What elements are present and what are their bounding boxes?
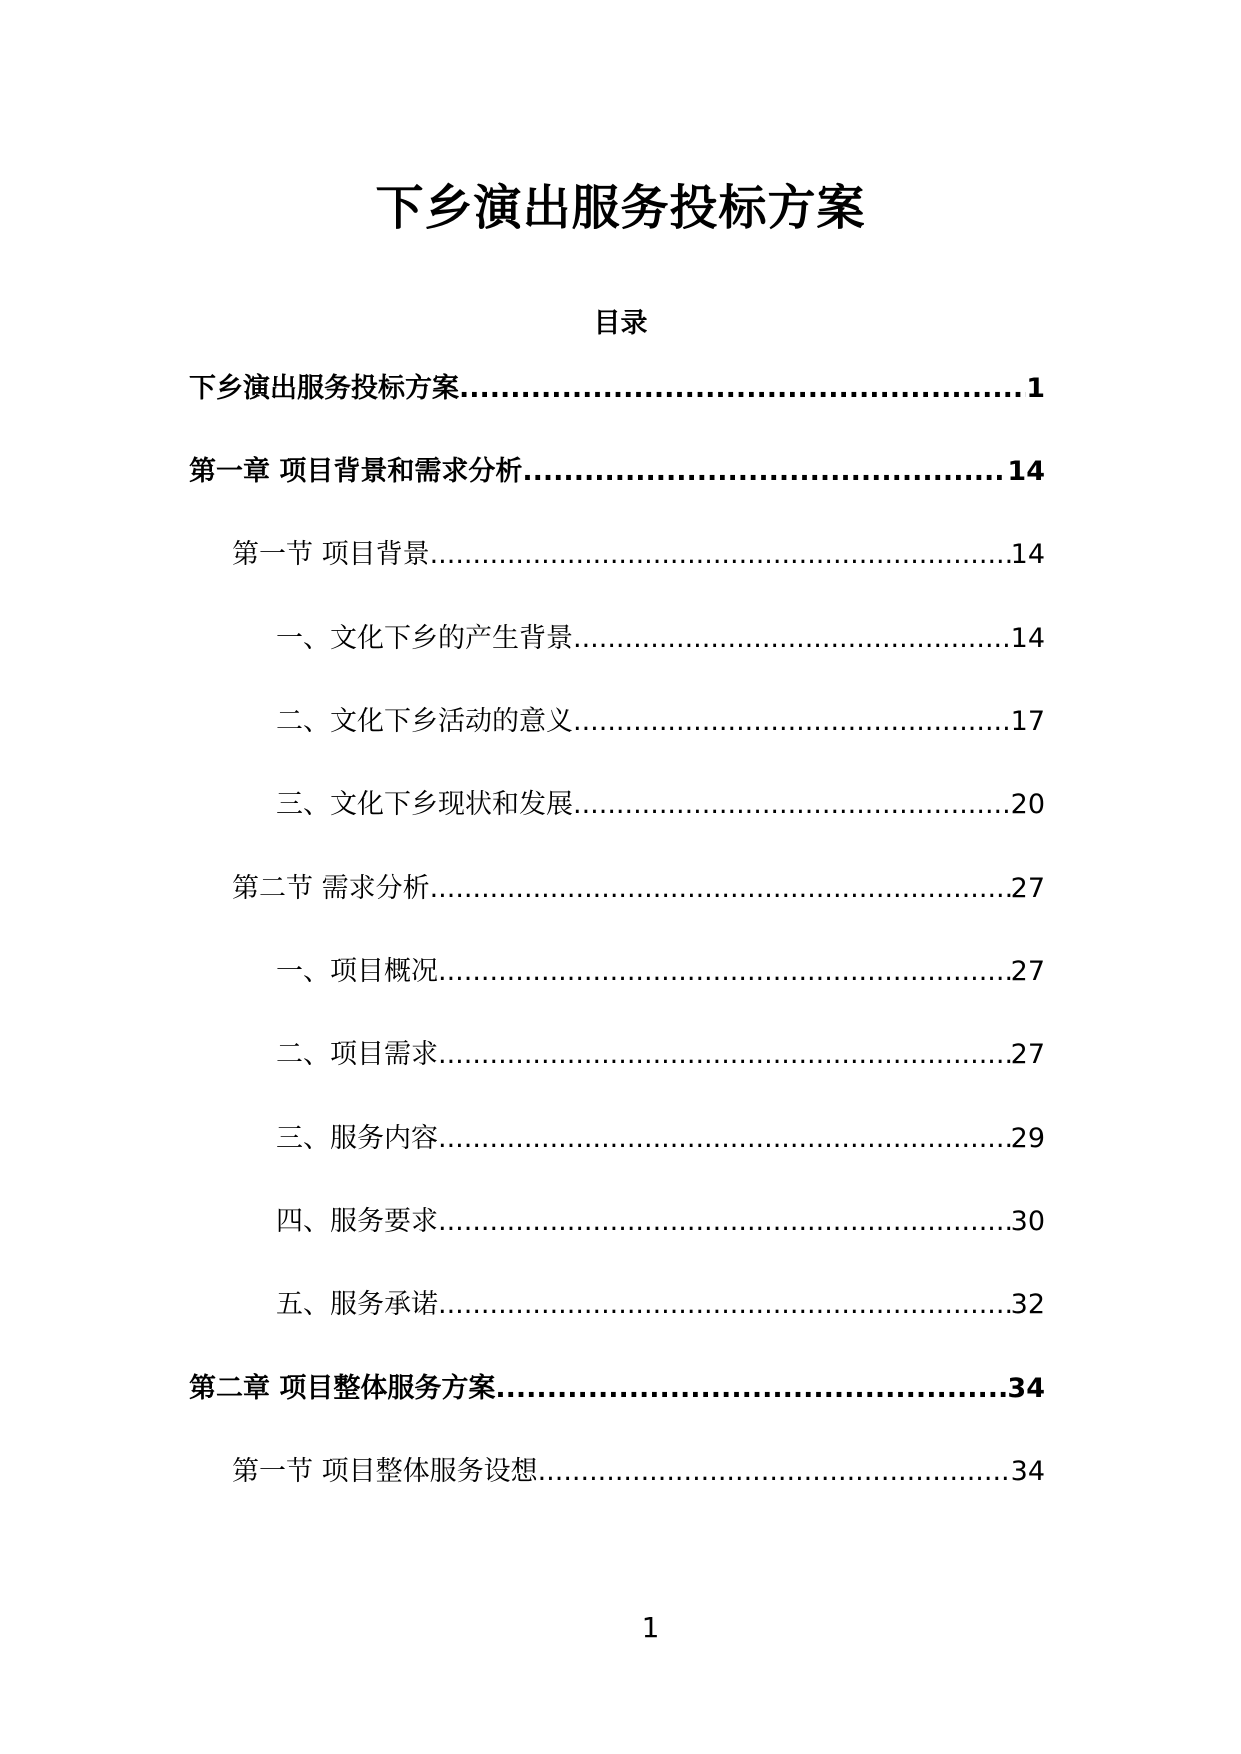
toc-entry[interactable]	[232, 1452, 1045, 1492]
toc-entry-page: 30	[1010, 1206, 1045, 1237]
toc-dot-leader	[459, 369, 1026, 409]
toc-entry[interactable]	[232, 535, 1045, 575]
toc-entry-page: 14	[1010, 539, 1045, 570]
toc-entry-label: 二、项目需求	[276, 1039, 438, 1070]
toc-entry[interactable]	[276, 1202, 1045, 1242]
toc-dot-leader	[495, 1369, 1007, 1409]
toc-dot-leader	[573, 619, 1011, 659]
toc-dot-leader	[573, 785, 1011, 825]
toc-entry-label: 第一节 项目整体服务设想	[232, 1456, 538, 1487]
toc-dot-leader	[438, 1035, 1011, 1075]
toc-dot-leader	[438, 1119, 1011, 1159]
toc-entry-label: 第二节 需求分析	[232, 873, 430, 904]
toc-entry[interactable]	[276, 785, 1045, 825]
toc-entry-page: 27	[1010, 956, 1045, 987]
toc-entry-label: 下乡演出服务投标方案	[189, 373, 459, 404]
toc-entry[interactable]	[276, 702, 1045, 742]
toc-entry[interactable]	[189, 1369, 1045, 1409]
toc-dot-leader	[438, 1285, 1011, 1325]
toc-entry[interactable]	[189, 452, 1045, 492]
document-title: 下乡演出服务投标方案	[375, 180, 866, 236]
toc-heading: 目录	[593, 308, 648, 339]
page-number: 1	[641, 1611, 660, 1644]
toc-entry[interactable]	[276, 1285, 1045, 1325]
toc-dot-leader	[438, 952, 1011, 992]
toc-entry-label: 四、服务要求	[276, 1206, 438, 1237]
toc-entry-label: 第一章 项目背景和需求分析	[189, 456, 523, 487]
toc-entry[interactable]	[276, 1119, 1045, 1159]
toc-entry-page: 34	[1007, 1373, 1045, 1404]
toc-entry-label: 三、文化下乡现状和发展	[276, 789, 573, 820]
toc-entry[interactable]	[276, 619, 1045, 659]
toc-entry-label: 第一节 项目背景	[232, 539, 430, 570]
toc-dot-leader	[430, 535, 1011, 575]
toc-entry-label: 五、服务承诺	[276, 1289, 438, 1320]
toc-dot-leader	[522, 452, 1007, 492]
toc-entry[interactable]	[276, 1035, 1045, 1075]
toc-entry-page: 14	[1007, 456, 1045, 487]
toc-dot-leader	[430, 869, 1011, 909]
toc-entry[interactable]	[276, 952, 1045, 992]
toc-entry-page: 27	[1010, 1039, 1045, 1070]
toc-entry-label: 一、文化下乡的产生背景	[276, 623, 573, 654]
toc-entry-page: 14	[1010, 623, 1045, 654]
toc-entry-page: 34	[1010, 1456, 1045, 1487]
toc-dot-leader	[438, 1202, 1011, 1242]
toc-entry-label: 三、服务内容	[276, 1123, 438, 1154]
toc-entry-page: 20	[1010, 789, 1045, 820]
toc-entry[interactable]	[232, 869, 1045, 909]
toc-entry-page: 1	[1026, 373, 1045, 404]
toc-dot-leader	[538, 1452, 1011, 1492]
toc-entry-page: 17	[1010, 706, 1045, 737]
toc-entry-label: 二、文化下乡活动的意义	[276, 706, 573, 737]
toc-dot-leader	[573, 702, 1011, 742]
toc-entry-page: 27	[1010, 873, 1045, 904]
toc-entry-label: 一、项目概况	[276, 956, 438, 987]
toc-entry[interactable]	[189, 369, 1045, 409]
toc-entry-label: 第二章 项目整体服务方案	[189, 1373, 496, 1404]
toc-entry-page: 29	[1010, 1123, 1045, 1154]
toc-entry-page: 32	[1010, 1289, 1045, 1320]
